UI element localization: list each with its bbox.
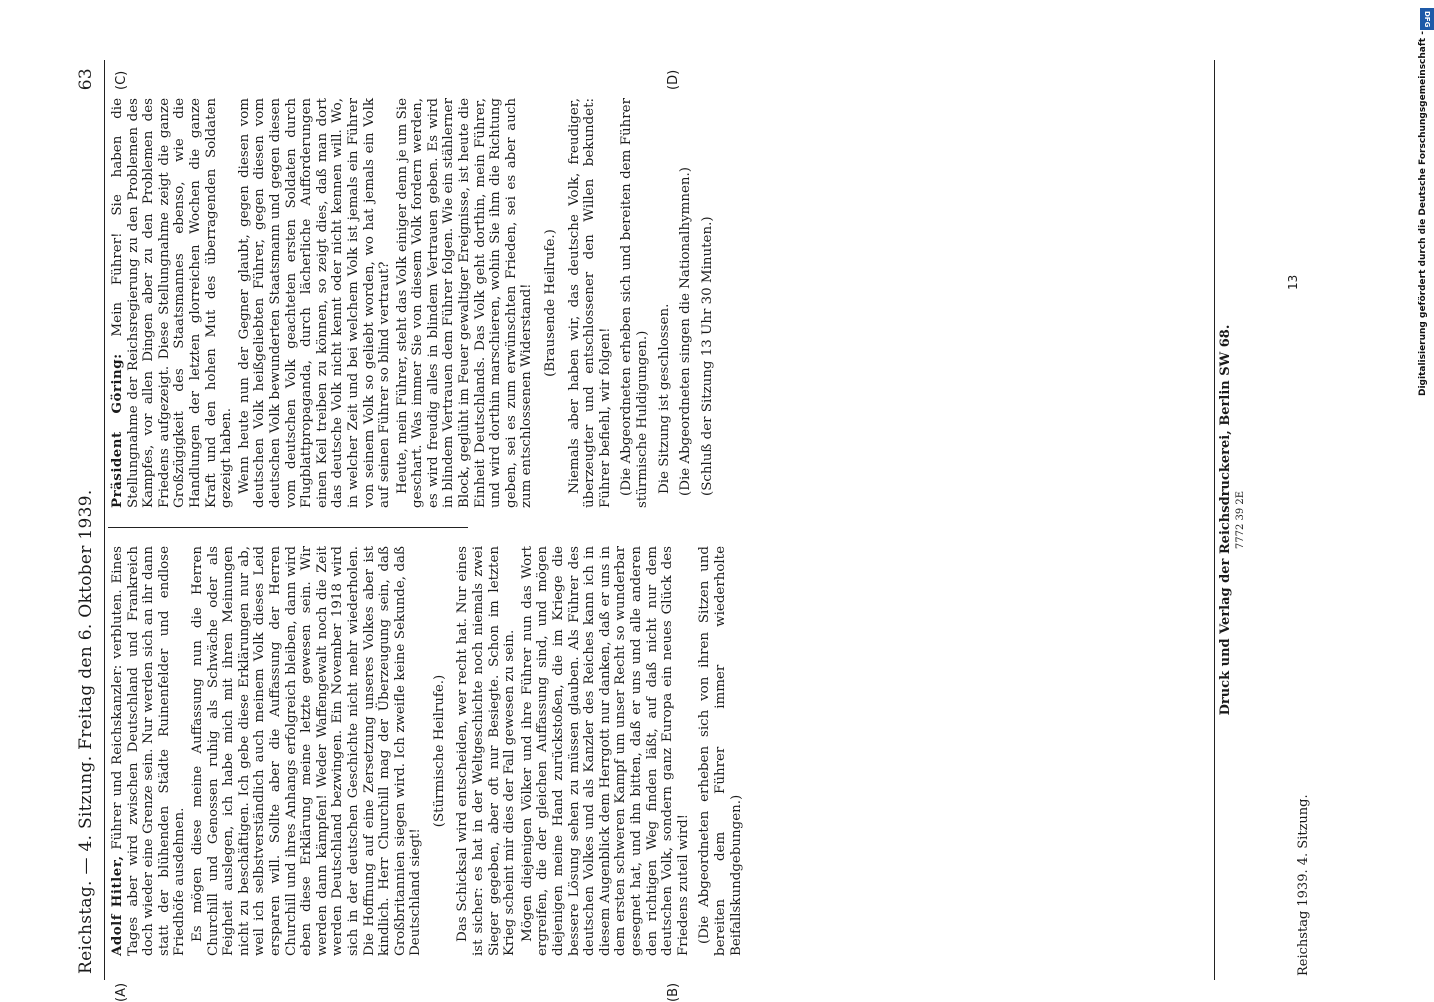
paragraph	[110, 546, 188, 956]
page-header	[70, 60, 105, 980]
column-right	[110, 98, 721, 508]
rotated-page	[70, 60, 1311, 1002]
footer-rule	[1214, 60, 1215, 980]
digitization-note	[1416, 6, 1434, 396]
page-number: 63	[76, 68, 96, 91]
paragraph: Die Sitzung ist geschlossen.	[656, 303, 672, 494]
paragraph-text: verbluten. Eines Tages aber wird zwischen Deutschland und Frankreich doch wieder eine Grenze sein. Nur werden sich an ihr dann statt der blühenden Städte Ruinenfelder und endlose Friedhöfe ausdehnen.	[110, 546, 188, 956]
sheet-number: 13	[1286, 274, 1300, 290]
paragraph: Heute, mein Führer, steht das Volk einiger denn je um Sie geschart. Was immer Sie von diesem Volk fordern werden, es wird freudig alles in blindem Vertrauen geben. Es wird in blindem Vertrauen dem Führer folgen. Wie ein stählerner Block, geglüht im Feuer gewaltiger Ereignisse, ist heute die Einheit Deutschlands. Das Volk geht dorthin, mein Führer, und wird dorthin marschieren, wohin Sie ihm die Richtung geben, sei es zum erwünschten Frieden, sei es aber auch zum entschlossenen Widerstand!	[394, 98, 535, 508]
print-code: 7772 39 2E	[1235, 490, 1246, 550]
speaker-name: Präsident Göring:	[109, 353, 125, 508]
stage-direction: (Die Abgeordneten erheben sich und bereiten dem Führer stürmische Huldigungen.)	[619, 98, 650, 508]
digitization-text: Digitalisierung gefördert durch die Deutsche Forschungsgemeinschaft -	[1418, 31, 1428, 396]
margin-mark-d: (D)	[666, 69, 681, 90]
speaker-name: Adolf Hitler,	[109, 855, 125, 956]
dfg-logo: DFG	[1420, 8, 1434, 30]
margin-mark-a: (A)	[114, 982, 129, 1002]
column-divider	[108, 527, 468, 528]
paragraph: Wenn heute nun der Gegner glaubt, gegen diesen vom deutschen Volk heißgeliebten Führer, gegen diesen vom deutschen Volk bewunderten Staatsmann und gegen diesen vom deutschen Volk geachteten ersten Soldaten durch Flugblattpropaganda, durch lächerliche Aufforderungen einen Keil treiben zu können, so zeigt dies, daß man dort das deutsche Volk nicht kennt oder nicht kennen will. Wo, in welcher Zeit und bei welchem Volk ist jemals ein Führer von seinem Volk so geliebt worden, wo hat jemals ein Volk auf seinen Führer so blind vertraut?	[236, 98, 393, 508]
stage-direction: (Brausende Heilrufe.)	[543, 229, 559, 377]
paragraph	[110, 98, 235, 508]
paragraph: Mögen diejenigen Völker und ihre Führer nun das Wort ergreifen, die der gleichen Auffassung sind, und mögen diejenigen meine Hand zurückstoßen, die im Kriege die bessere Lösung sehen zu müssen glauben. Als Führer des deutschen Volkes und als Kanzler des Reiches kann ich in diesem Augenblick dem Herrgott nur danken, daß er uns in dem ersten schweren Kampf um unser Recht so wunderbar gesegnet hat, und ihn bitten, daß er uns und alle anderen den richtigen Weg finden läßt, auf daß nicht nur dem deutschen Volk, sondern ganz Europa ein neues Glück des Friedens zuteil wird!	[519, 546, 691, 956]
paragraph: Niemals aber haben wir, das deutsche Volk, freudiger, überzeugter und entschlossener den Willen bekundet: Führer befiehl, wir folgen!	[566, 98, 613, 508]
running-head: Reichstag. — 4. Sitzung. Freitag den 6. Oktober 1939.	[76, 489, 96, 974]
printer-imprint: Druck und Verlag der Reichsdruckerei, Berlin SW 68.	[1218, 324, 1233, 716]
paragraph: Es mögen diese meine Auffassung nun die Herren Churchill und Genossen ruhig als Schwäche oder als Feigheit auslegen, ich habe mich mit ihren Meinungen nicht zu beschäftigen. Ich gebe diese Erklärungen nur ab, weil ich selbstverständlich auch meinem Volk dieses Leid ersparen will. Sollte aber die Auffassung der Herren Churchill und ihres Anhangs erfolgreich bleiben, dann wird eben diese Erklärung meine letzte gewesen sein. Wir werden dann kämpfen! Weder Waffengewalt noch die Zeit werden Deutschland bezwingen. Ein November 1918 wird sich in der deutschen Geschichte nicht mehr wiederholen. Die Hoffnung auf eine Zersetzung unseres Volkes aber ist kindlich. Herr Churchill mag der Überzeugung sein, daß Großbritannien siegen wird. Ich zweifle keine Sekunde, daß Deutschland siegt!	[189, 546, 424, 956]
margin-mark-b: (B)	[666, 982, 681, 1002]
stage-direction: (Die Abgeordneten erheben sich von ihren Sitzen und bereiten dem Führer immer wiederholte Beifallskundgebungen.)	[697, 546, 744, 956]
margin-mark-c: (C)	[114, 70, 129, 90]
paragraph-text: Mein Führer! Sie haben die Stellungnahme der Reichsregierung zu den Problemen des Kampfes, vor allen Dingen aber zu den Problemen des Friedens aufgezeigt. Diese Stellungnahme zeigt die ganze Großzügigkeit des Staatsmannes ebenso, wie die Handlungen der letzten glorreichen Wochen die ganze Kraft und den hohen Mut des überragenden Soldaten gezeigt haben.	[110, 98, 235, 508]
stage-direction: (Stürmische Heilrufe.)	[431, 674, 447, 828]
stage-direction: (Die Abgeordneten singen die Nationalhymnen.)	[678, 167, 694, 496]
stage-direction: (Schluß der Sitzung 13 Uhr 30 Minuten.)	[699, 216, 715, 496]
column-left	[110, 546, 750, 956]
paragraph: Das Schicksal wird entscheiden, wer recht hat. Nur eines ist sicher: es hat in der Weltgeschichte noch niemals zwei Sieger gegeben, aber oft nur Besiegte. Schon im letzten Krieg scheint mir dies der Fall gewesen zu sein.	[455, 546, 518, 956]
footer-session: Reichstag 1939. 4. Sitzung.	[1296, 794, 1311, 976]
speaker-role: Führer und Reichskanzler:	[110, 664, 125, 850]
